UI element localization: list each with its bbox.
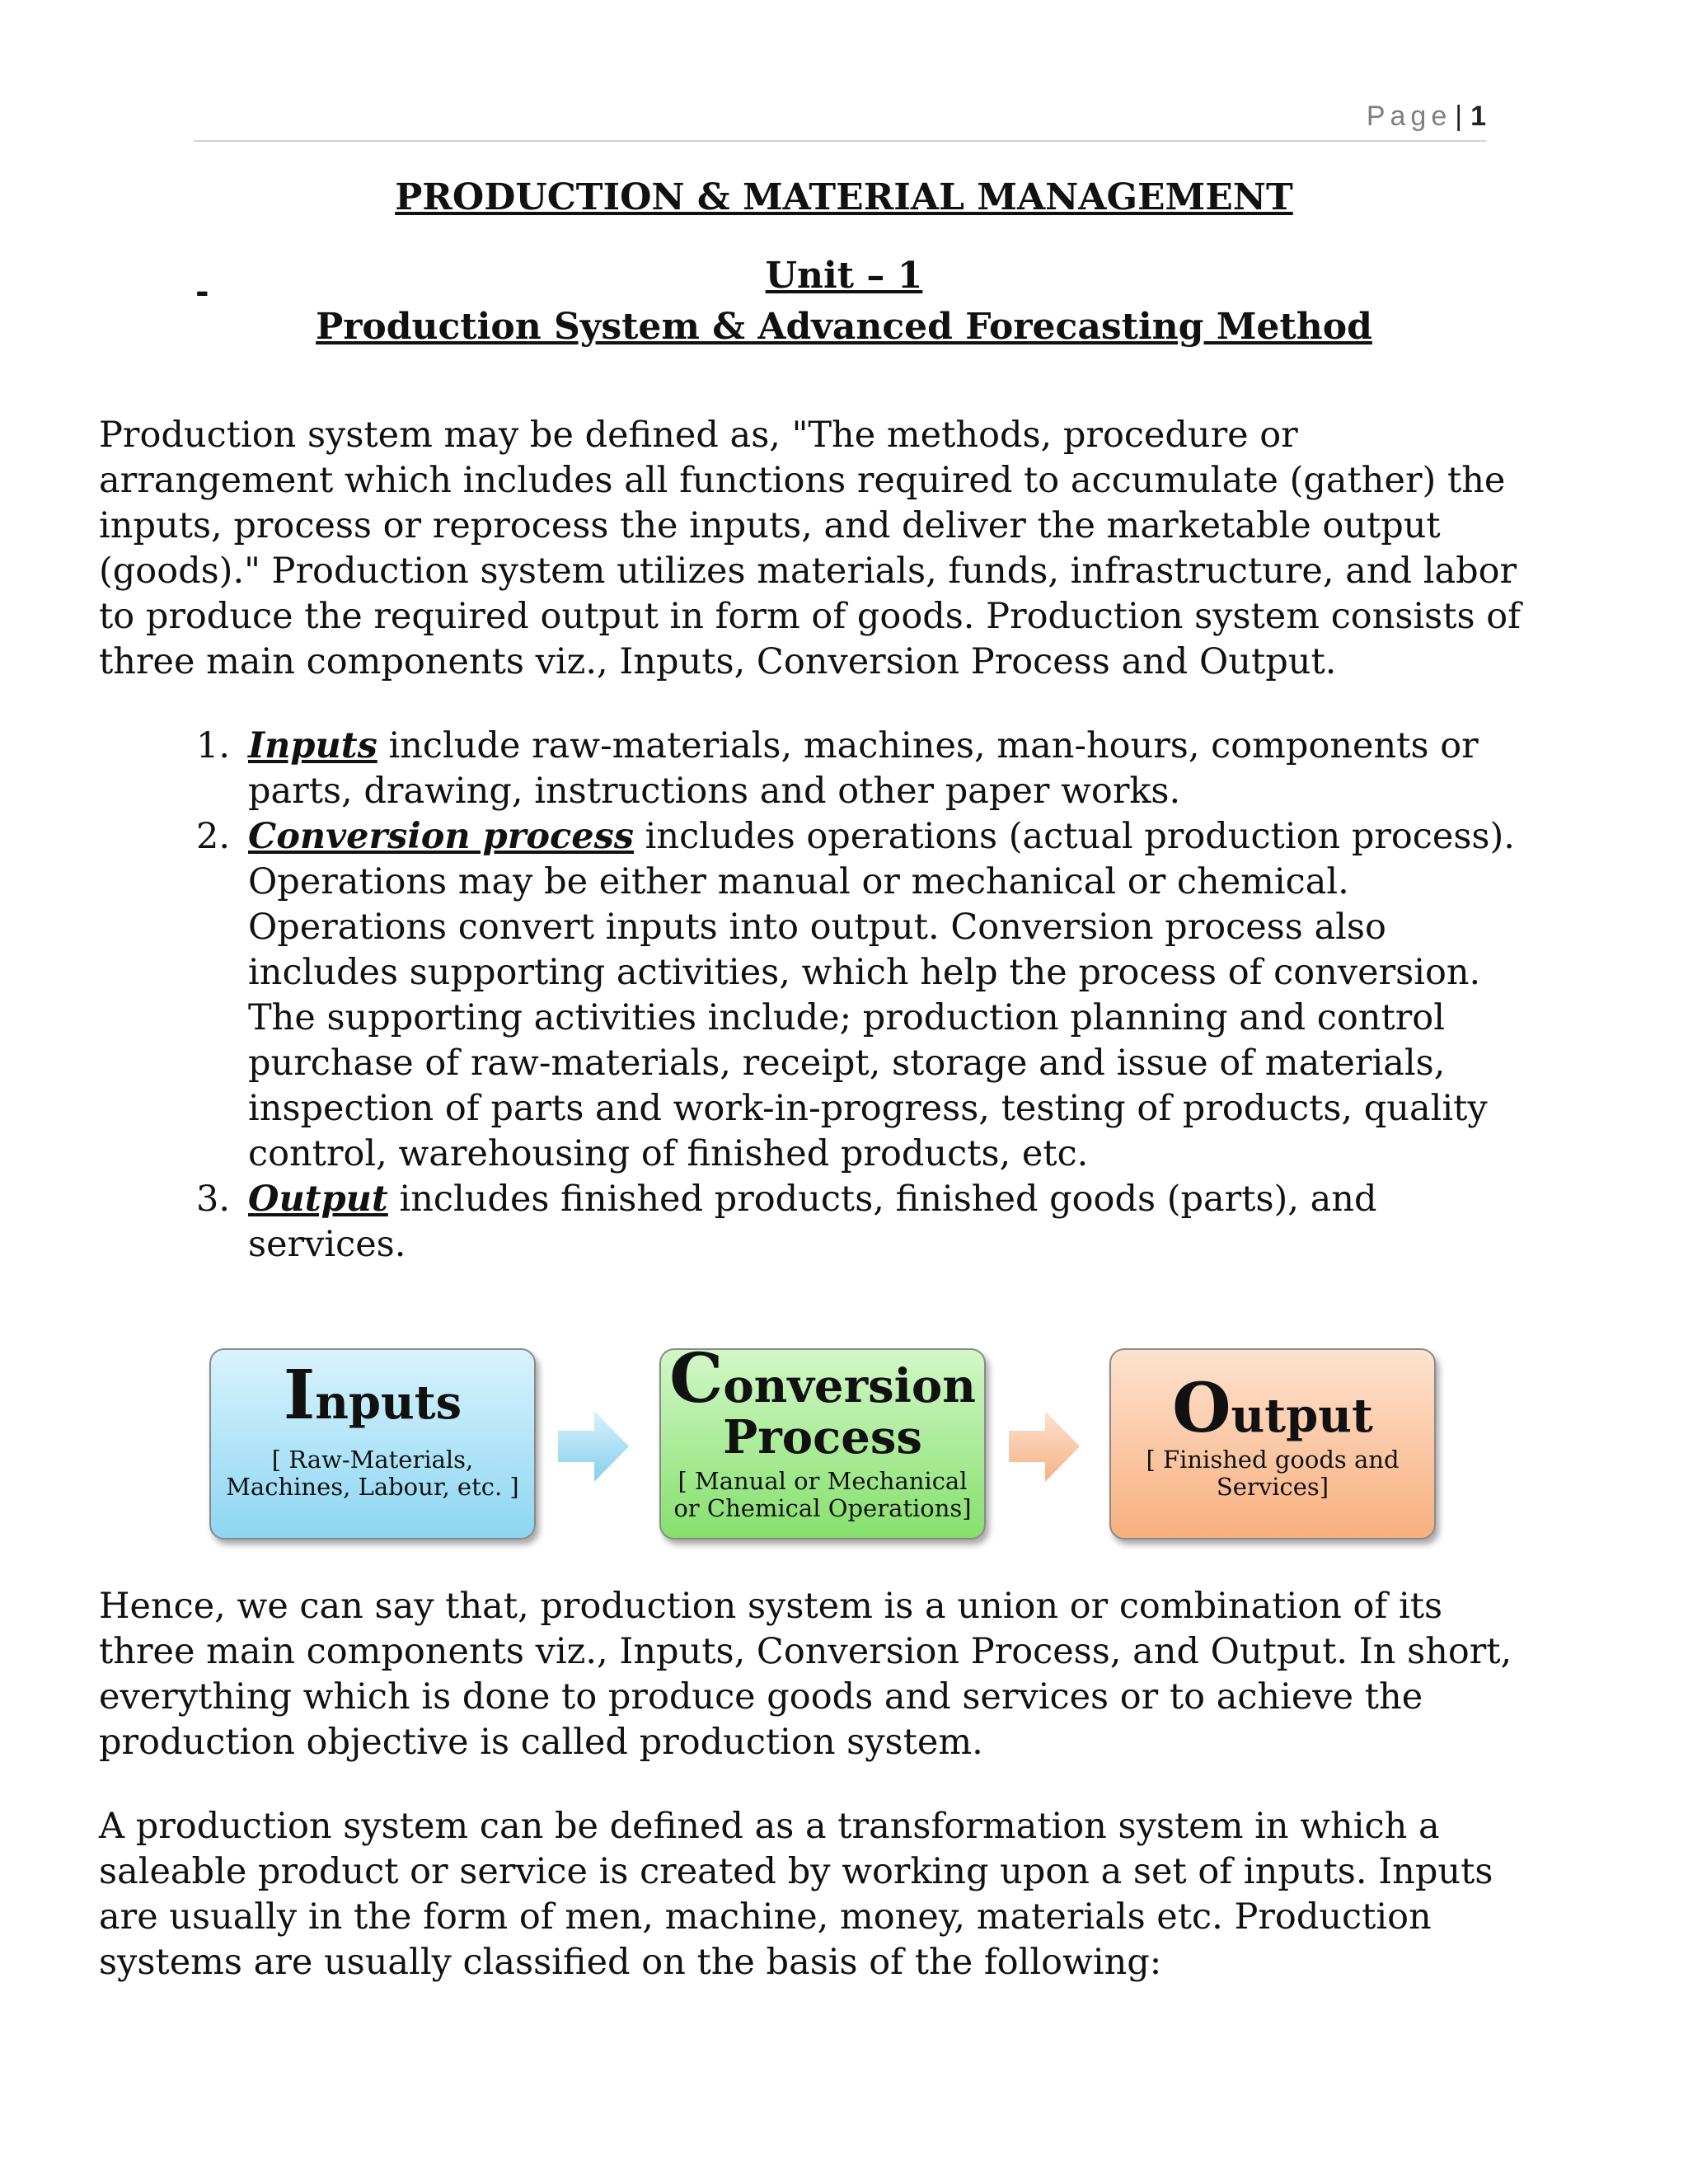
list-term: Inputs [248,725,377,766]
page-label: Page [1366,101,1452,132]
list-term: Conversion process [248,816,634,857]
output-desc-1: [ Finished goods and [1146,1446,1400,1474]
document-title: PRODUCTION & MATERIAL MANAGEMENT [395,176,1293,218]
output-initial: O [1172,1369,1231,1448]
list-term: Output [248,1179,388,1220]
list-number: 1. [196,725,231,766]
conversion-initial: C [669,1339,724,1418]
arrow-right-icon [556,1408,631,1486]
list-item-conversion [99,814,1533,1177]
inputs-box [209,1348,536,1540]
arrow-right-icon [1007,1408,1081,1486]
conversion-box-title [661,1339,984,1418]
inputs-box-title [211,1356,534,1435]
production-system-diagram [0,1335,1688,1549]
page-number [1367,101,1486,133]
page-header [194,97,1486,142]
conversion-box-title-line2: Process [723,1410,922,1465]
output-desc-2: Services] [1216,1473,1329,1501]
intro-paragraph: Production system may be defined as, "The methods, procedure or arrangement which includes all functions required to accumulate (gather) the inputs, process or reprocess the inputs, and deliver the marketable output (goods)." Production system utilizes materials, funds, infrastructure, and labor to produce the required output in form of goods. Production system consists of three main components viz., Inputs, Conversion Process and Output. [99,415,1522,682]
unit-subtitle: Production System & Advanced Forecasting Method [316,306,1372,348]
page-number-value: 1 [1470,101,1486,132]
list-item-inputs [99,724,1533,814]
inputs-rest: nputs [315,1376,462,1430]
list-text: include raw-materials, machines, man-hours, components or parts, drawing, instructions and other paper works. [248,725,1479,812]
output-box-title [1111,1369,1434,1448]
list-number: 3. [196,1179,231,1220]
conversion-desc-1: [ Manual or Mechanical [678,1467,968,1495]
output-rest: utput [1231,1389,1373,1443]
list-text: includes finished products, finished goods (parts), and services. [248,1179,1377,1265]
list-text: includes operations (actual production process). Operations may be either manual or mechanical or chemical. Operations convert inputs into output. Conversion process also includes supporting activities, which help the process of conversion. The supporting activities include; production planning and control purchase of raw-materials, receipt, storage and issue of materials, inspection of parts and work-in-progress, testing of products, quality control, warehousing of finished products, etc. [248,816,1515,1174]
inputs-desc-1: [ Raw-Materials, [271,1446,474,1474]
conversion-process-box [659,1339,986,1540]
stray-dash: - [195,272,209,311]
page-separator: | [1455,101,1463,132]
summary-paragraph: Hence, we can say that, production system is a union or combination of its three main components viz., Inputs, Conversion Process, and Output. In short, everything which is done to produce goods and services or to achieve the production objective is called production system. [99,1586,1512,1763]
conversion-rest: onversion [723,1359,976,1413]
inputs-desc-2: Machines, Labour, etc. ] [226,1473,519,1501]
list-number: 2. [196,816,231,857]
inputs-initial: I [283,1356,316,1435]
definition-paragraph: A production system can be defined as a transformation system in which a saleable product or service is created by working upon a set of inputs. Inputs are usually in the form of men, machine, money, materials etc. Production systems are usually classified on the basis of the following: [99,1806,1493,1983]
list-item-output [99,1177,1533,1268]
unit-heading: Unit – 1 [765,255,923,297]
output-box [1109,1348,1436,1540]
components-list [99,724,1533,1268]
conversion-desc-2: or Chemical Operations] [673,1494,972,1522]
